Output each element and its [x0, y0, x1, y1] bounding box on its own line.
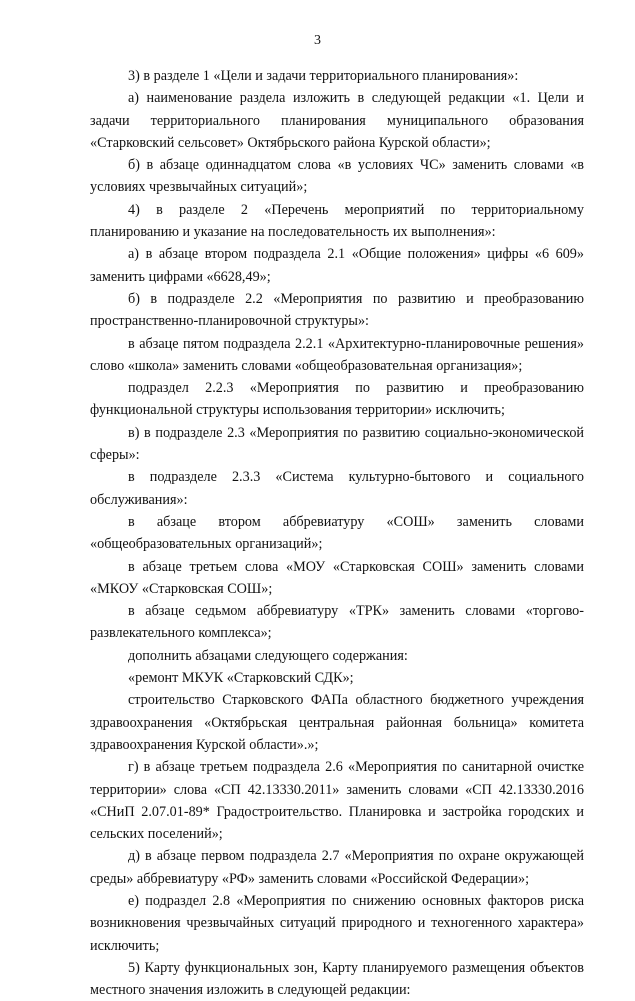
paragraph: г) в абзаце третьем подраздела 2.6 «Мероприятия по санитарной очистке территории» слова «СП 42.13330.2011» заменить словами «СП 42.13330.2016 «СНиП 2.07.01-89* Градостроительство. Планировка и застройка городских и сельских поселений»; [90, 759, 584, 843]
paragraph: а) в абзаце втором подраздела 2.1 «Общие положения» цифры «6 609» заменить цифрами «6628,49»; [90, 246, 584, 285]
paragraph: дополнить абзацами следующего содержания: [128, 647, 408, 664]
paragraph: в подразделе 2.3.3 «Система культурно-бытового и социального обслуживания»: [90, 469, 584, 508]
paragraph: в абзаце третьем слова «МОУ «Старковская СОШ» заменить словами «МКОУ «Старковская СОШ»; [90, 558, 584, 597]
paragraph: б) в подразделе 2.2 «Мероприятия по развитию и преобразованию пространственно-планировочной структуры»: [90, 290, 584, 330]
paragraph: в абзаце седьмом аббревиатуру «ТРК» заменить словами «торгово-развлекательного комплекса»; [90, 603, 584, 642]
paragraph: а) наименование раздела изложить в следующей редакции «1. Цели и задачи территориального планирования муниципального образования «Старковский сельсовет» Октябрьского района Курской области»; [90, 90, 584, 151]
paragraph: д) в абзаце первом подраздела 2.7 «Мероприятия по охране окружающей среды» аббревиатуру «РФ» заменить словами «Российской Федерации»; [90, 848, 584, 887]
paragraph: строительство Старковского ФАПа областного бюджетного учреждения здравоохранения «Октябрьская центральная районная больница» комитета здравоохранения Курской области».»; [90, 692, 584, 753]
paragraph: «ремонт МКУК «Старковский СДК»; [128, 670, 354, 687]
page-number: 3 [314, 33, 321, 48]
paragraph: е) подраздел 2.8 «Мероприятия по снижению основных факторов риска возникновения чрезвычайных ситуаций природного и техногенного характера» исключить; [90, 892, 584, 954]
paragraph: 3) в разделе 1 «Цели и задачи территориального планирования»: [128, 68, 519, 84]
document-body [90, 65, 584, 1001]
paragraph: 5) Карту функциональных зон, Карту планируемого размещения объектов местного значения изложить в следующей редакции: [90, 959, 584, 999]
paragraph: б) в абзаце одиннадцатом слова «в условиях ЧС» заменить словами «в условиях чрезвычайных ситуаций»; [90, 157, 584, 196]
paragraph: подраздел 2.2.3 «Мероприятия по развитию и преобразованию функциональной структуры использования территории» исключить; [90, 380, 584, 419]
paragraph: 4) в разделе 2 «Перечень мероприятий по территориальному планированию и указание на последовательность их выполнения»: [90, 201, 584, 241]
paragraph: в абзаце втором аббревиатуру «СОШ» заменить словами «общеобразовательных организаций»; [90, 513, 584, 553]
paragraph: в абзаце пятом подраздела 2.2.1 «Архитектурно-планировочные решения» слово «школа» заменить словами «общеобразовательная организация»; [90, 335, 584, 374]
paragraph: в) в подразделе 2.3 «Мероприятия по развитию социально-экономической сферы»: [90, 424, 584, 464]
